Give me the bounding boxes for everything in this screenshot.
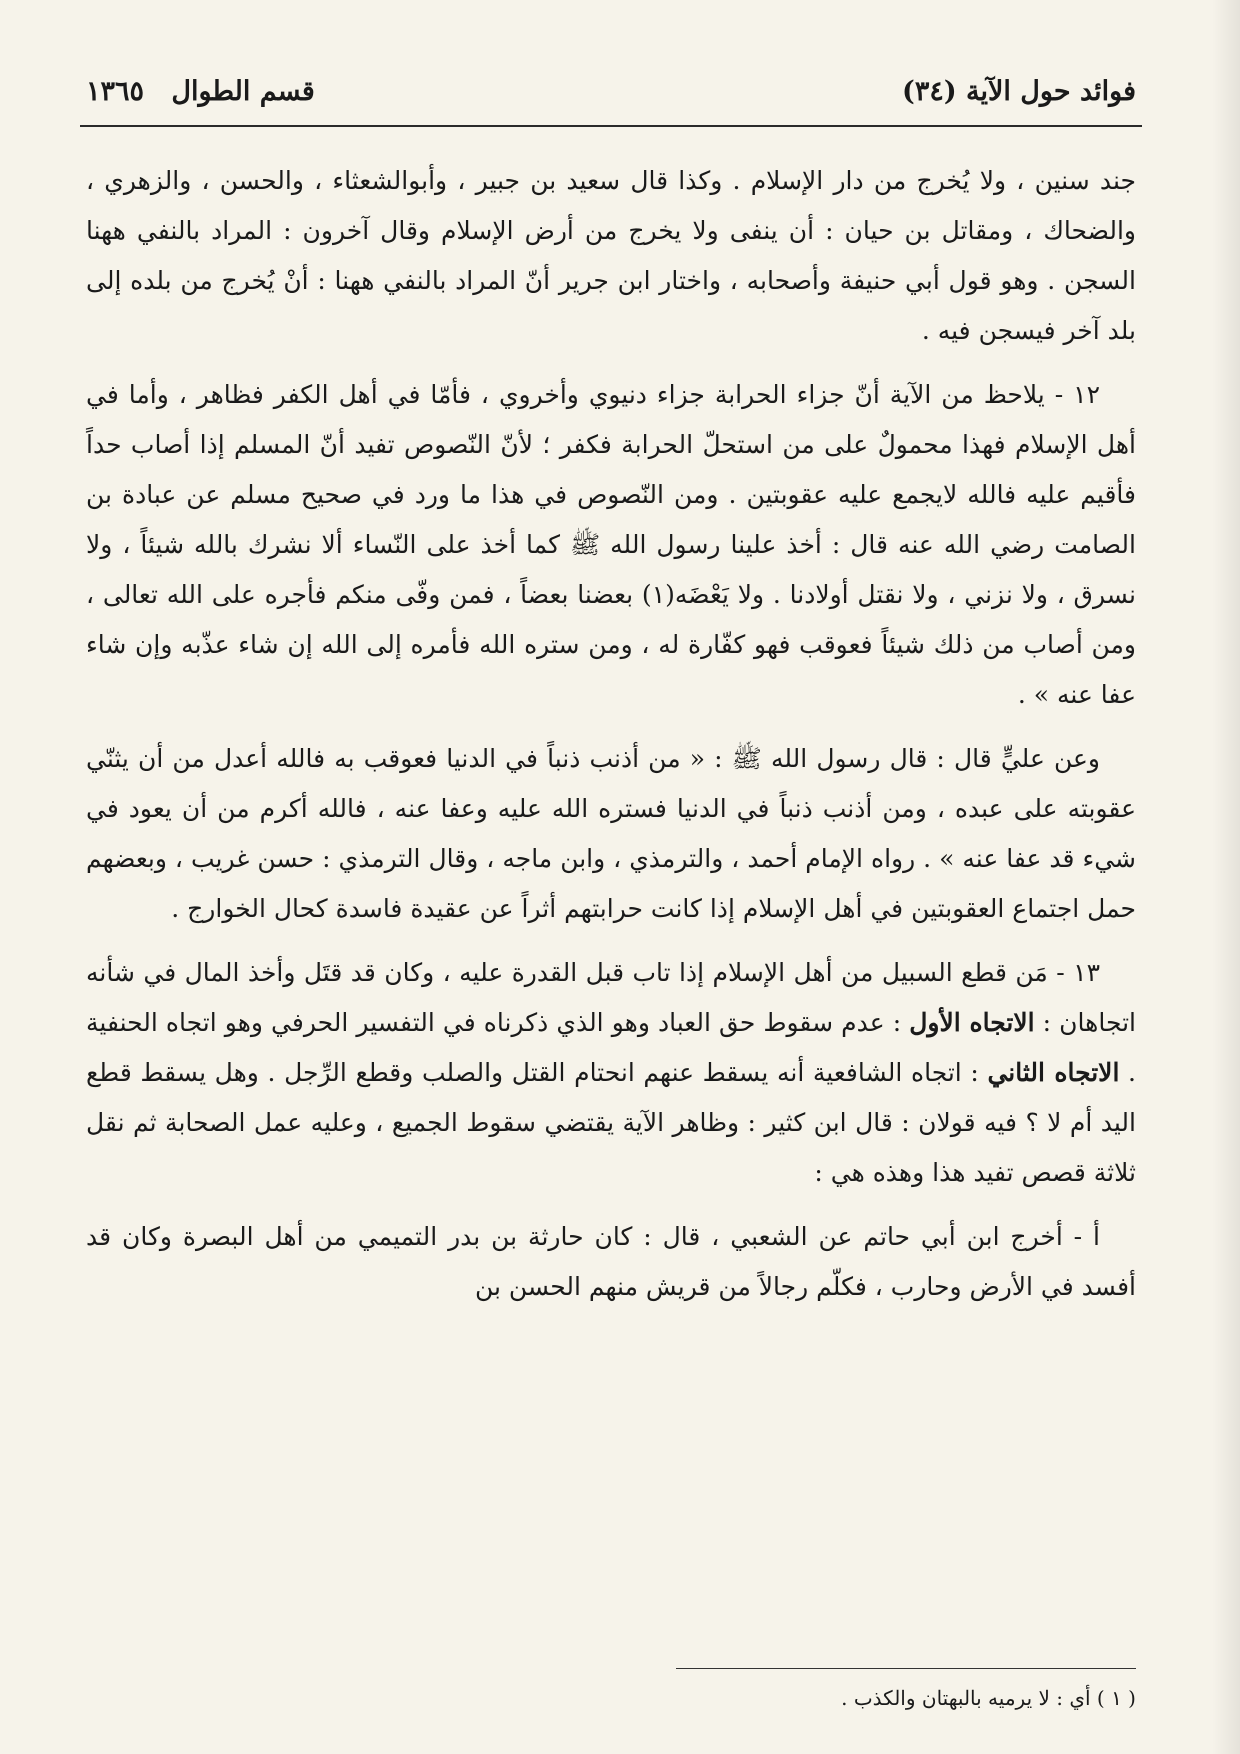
header-rule	[80, 125, 1142, 127]
paragraph-1: جند سنين ، ولا يُخرج من دار الإسلام . وكذا قال سعيد بن جبير ، وأبوالشعثاء ، والحسن ، والزهري ، والضحاك ، ومقاتل بن حيان : أن ينفى ولا يخرج من أرض الإسلام وقال آخرون : المراد بالنفي ههنا السجن . وهو قول أبي حنيفة وأصحابه ، واختار ابن جرير أنّ المراد بالنفي ههنا : أنْ يُخرج من بلده إلى بلد آخر فيسجن فيه .	[86, 166, 1136, 345]
page-number: ١٣٦٥	[86, 76, 145, 107]
paragraph-4	[86, 948, 1136, 1198]
footnote-rule	[676, 1668, 1136, 1669]
footnote: ( ١ ) أي : لا يرميه بالبهتان والكذب .	[841, 1686, 1136, 1710]
section-and-page-number	[86, 76, 315, 107]
main-text	[86, 156, 1136, 1326]
paragraph-5: أ - أخرج ابن أبي حاتم عن الشعبي ، قال : كان حارثة بن بدر التميمي من أهل البصرة وكان قد أفسد في الأرض وحارب ، فكلّم رجالاً من قريش منهم الحسن بن	[86, 1222, 1136, 1301]
paragraph-4-part-2: : عدم سقوط حق العباد وهو الذي ذكرناه في التفسير الحرفي وهو اتجاه الحنفية .	[86, 1008, 1136, 1087]
paragraph-4-part-1: ١٣ - مَن قطع السبيل من أهل الإسلام إذا تاب قبل القدرة عليه ، وكان قد قتَل وأخذ المال في شأنه اتجاهان :	[86, 958, 1136, 1037]
second-direction-heading: الاتجاه الثاني	[987, 1058, 1120, 1087]
section-name: قسم الطوال	[171, 76, 315, 107]
first-direction-heading: الاتجاه الأول	[909, 1008, 1035, 1037]
page-header	[86, 76, 1136, 116]
paragraph-2: ١٢ - يلاحظ من الآية أنّ جزاء الحرابة جزاء دنيوي وأخروي ، فأمّا في أهل الكفر فظاهر ، وأما في أهل الإسلام فهذا محمولٌ على من استحلّ الحرابة فكفر ؛ لأنّ النّصوص تفيد أنّ المسلم إذا أصاب حداً فأقيم عليه فالله لايجمع عليه عقوبتين . ومن النّصوص في هذا ما ورد في صحيح مسلم عن عبادة بن الصامت رضي الله عنه قال : أخذ علينا رسول الله ﷺ كما أخذ على النّساء ألا نشرك بالله شيئاً ، ولا نسرق ، ولا نزني ، ولا نقتل أولادنا . ولا يَعْضَه(١) بعضنا بعضاً ، فمن وفّى منكم فأجره على الله تعالى ، ومن أصاب من ذلك شيئاً فعوقب فهو كفّارة له ، ومن ستره الله فأمره إلى الله إن شاء عذّبه وإن شاء عفا عنه » .	[86, 380, 1136, 709]
paragraph-4-part-3: : اتجاه الشافعية أنه يسقط عنهم انحتام القتل والصلب وقطع الرِّجل . وهل يسقط قطع اليد أم لا ؟ فيه قولان : قال ابن كثير : وظاهر الآية يقتضي سقوط الجميع ، وعليه عمل الصحابة ثم نقل ثلاثة قصص تفيد هذا وهذه هي :	[86, 1058, 1136, 1187]
scan-edge-shadow	[1212, 0, 1240, 1754]
paragraph-3: وعن عليٍّ قال : قال رسول الله ﷺ : « من أذنب ذنباً في الدنيا فعوقب به فالله أعدل من أن يثنّي عقوبته على عبده ، ومن أذنب ذنباً في الدنيا فستره الله عليه وعفا عنه ، فالله أكرم من أن يعود في شيء قد عفا عنه » . رواه الإمام أحمد ، والترمذي ، وابن ماجه ، وقال الترمذي : حسن غريب ، وبعضهم حمل اجتماع العقوبتين في أهل الإسلام إذا كانت حرابتهم أثراً عن عقيدة فاسدة كحال الخوارج .	[86, 744, 1136, 923]
running-title: فوائد حول الآية (٣٤)	[902, 76, 1136, 107]
